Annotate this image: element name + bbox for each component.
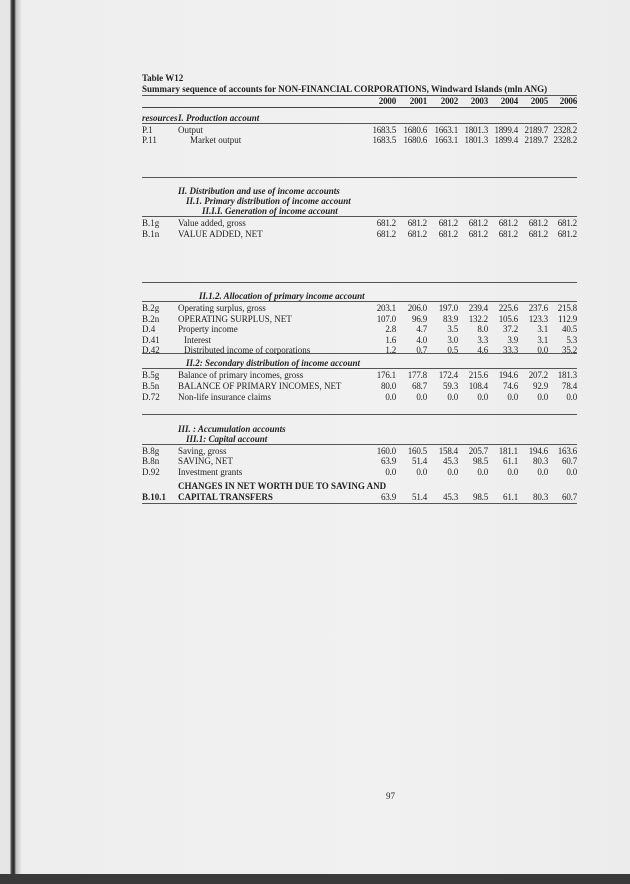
cell-value: 61.1 [503, 456, 518, 466]
cell-value: 1801.3 [464, 135, 488, 145]
section-heading: II.1.2. Allocation of primary income account [199, 291, 365, 301]
cell-value: 78.4 [562, 381, 577, 391]
cell-value: 0.0 [507, 392, 518, 402]
cell-value: 3.9 [507, 335, 518, 345]
cell-value: 1663.1 [434, 125, 458, 135]
cell-value: 181.1 [498, 446, 518, 456]
cell-value: 60.7 [562, 456, 577, 466]
section-heading: I. Production account [178, 113, 260, 123]
row-label: VALUE ADDED, NET [178, 229, 263, 239]
row-code: B.10.1 [142, 492, 167, 502]
year-header: 2001 [409, 96, 427, 106]
cell-value: 0.0 [385, 467, 396, 477]
cell-value: 132.2 [468, 314, 488, 324]
cell-value: 2189.7 [524, 125, 548, 135]
divider [142, 301, 577, 302]
cell-value: 3.5 [447, 324, 458, 334]
row-label: Market output [190, 135, 242, 145]
cell-value: 0.0 [566, 467, 577, 477]
cell-value: 176.1 [376, 370, 396, 380]
cell-value: 4.0 [416, 335, 427, 345]
cell-value: 74.6 [503, 381, 518, 391]
cell-value: 3.1 [537, 324, 548, 334]
cell-value: 8.0 [477, 324, 488, 334]
divider [142, 107, 577, 108]
row-code: B.8g [142, 446, 160, 456]
cell-value: 681.2 [376, 229, 396, 239]
cell-value: 237.6 [528, 303, 548, 313]
cell-value: 0.0 [507, 467, 518, 477]
divider [142, 216, 577, 217]
row-label: Distributed income of corporations [184, 345, 311, 355]
cell-value: 681.2 [557, 229, 577, 239]
year-header: 2006 [559, 96, 577, 106]
cell-value: 160.5 [407, 446, 427, 456]
year-header: 2004 [500, 96, 518, 106]
cell-value: 0.0 [537, 392, 548, 402]
row-code: B.1n [142, 229, 160, 239]
cell-value: 37.2 [503, 324, 518, 334]
cell-value: 239.4 [468, 303, 488, 313]
cell-value: 681.2 [438, 229, 458, 239]
cell-value: 59.3 [443, 381, 458, 391]
row-code: B.2n [142, 314, 160, 324]
cell-value: 681.2 [528, 218, 548, 228]
divider [142, 444, 577, 445]
section-heading: II.2: Secondary distribution of income account [186, 358, 361, 368]
year-header: 2000 [378, 96, 396, 106]
cell-value: 206.0 [407, 303, 427, 313]
cell-value: 681.2 [557, 218, 577, 228]
cell-value: 96.9 [412, 314, 427, 324]
cell-value: 80.3 [533, 492, 548, 502]
cell-value: 2.8 [385, 324, 396, 334]
cell-value: 681.2 [468, 229, 488, 239]
cell-value: 0.7 [416, 345, 427, 355]
cell-value: 181.3 [557, 370, 577, 380]
cell-value: 1899.4 [494, 135, 518, 145]
row-code: B.5g [142, 370, 160, 380]
row-code: P.11 [142, 135, 157, 145]
row-label: Output [178, 125, 204, 135]
row-code: B.2g [142, 303, 160, 313]
cell-value: 0.0 [477, 392, 488, 402]
cell-value: 203.1 [376, 303, 396, 313]
divider [142, 368, 577, 369]
year-header: 2003 [470, 96, 488, 106]
year-header: 2005 [530, 96, 548, 106]
cell-value: 63.9 [381, 456, 396, 466]
cell-value: 1801.3 [464, 125, 488, 135]
cell-value: 3.0 [447, 335, 458, 345]
cell-value: 197.0 [438, 303, 458, 313]
divider [142, 177, 577, 178]
cell-value: 2328.2 [553, 135, 577, 145]
row-label: Investment grants [178, 467, 243, 477]
row-code: B.1g [142, 218, 160, 228]
cell-value: 205.7 [468, 446, 488, 456]
row-label: CAPITAL TRANSFERS [178, 492, 273, 502]
table-title: Summary sequence of accounts for NON-FINANCIAL CORPORATIONS, Windward Islands (mln ANG) [142, 84, 548, 94]
row-label: Value added, gross [178, 218, 246, 228]
cell-value: 123.3 [528, 314, 548, 324]
cell-value: 2189.7 [524, 135, 548, 145]
cell-value: 1680.6 [403, 135, 427, 145]
section-heading: II.1. Primary distribution of income account [186, 196, 351, 206]
cell-value: 0.0 [566, 392, 577, 402]
cell-value: 160.0 [376, 446, 396, 456]
cell-value: 1683.5 [372, 125, 396, 135]
row-label: SAVING, NET [178, 456, 233, 466]
cell-value: 51.4 [412, 492, 427, 502]
cell-value: 225.6 [498, 303, 518, 313]
row-code: D.41 [142, 335, 160, 345]
divider [142, 123, 577, 124]
row-code: P.1 [142, 125, 153, 135]
row-label: BALANCE OF PRIMARY INCOMES, NET [178, 381, 342, 391]
divider [142, 414, 577, 415]
cell-value: 63.9 [381, 492, 396, 502]
cell-value: 107.0 [376, 314, 396, 324]
cell-value: 1663.1 [434, 135, 458, 145]
page-number: 97 [386, 791, 395, 801]
divider [142, 503, 577, 504]
cell-value: 0.0 [537, 467, 548, 477]
cell-value: 681.2 [498, 229, 518, 239]
cell-value: 80.0 [381, 381, 396, 391]
cell-value: 0.0 [537, 345, 548, 355]
cell-value: 177.8 [407, 370, 427, 380]
cell-value: 194.6 [498, 370, 518, 380]
section-heading: III. : Accumulation accounts [178, 424, 286, 434]
cell-value: 207.2 [528, 370, 548, 380]
cell-value: 83.9 [443, 314, 458, 324]
cell-value: 1.2 [385, 345, 396, 355]
cell-value: 92.9 [533, 381, 548, 391]
cell-value: 0.0 [447, 392, 458, 402]
cell-value: 1683.5 [372, 135, 396, 145]
row-label: OPERATING SURPLUS, NET [178, 314, 292, 324]
cell-value: 33.3 [503, 345, 518, 355]
row-code: B.5n [142, 381, 160, 391]
divider [142, 282, 577, 283]
section-heading: II. Distribution and use of income accounts [178, 186, 340, 196]
cell-value: 98.5 [473, 492, 488, 502]
cell-value: 3.3 [477, 335, 488, 345]
row-code: D.42 [142, 345, 160, 355]
cell-value: 1680.6 [403, 125, 427, 135]
section-heading: II.I.I. Generation of income account [202, 206, 338, 216]
cell-value: 2328.2 [553, 125, 577, 135]
cell-value: 158.4 [438, 446, 458, 456]
cell-value: 0.5 [447, 345, 458, 355]
section-heading: III.1: Capital account [186, 434, 268, 444]
cell-value: 194.6 [528, 446, 548, 456]
cell-value: 681.2 [407, 229, 427, 239]
year-header: 2002 [440, 96, 458, 106]
cell-value: 61.1 [503, 492, 518, 502]
cell-value: 1.6 [385, 335, 396, 345]
table-id: Table W12 [142, 73, 184, 83]
row-code: D.72 [142, 392, 160, 402]
row-label: Saving, gross [178, 446, 227, 456]
cell-value: 681.2 [407, 218, 427, 228]
cell-value: 80.3 [533, 456, 548, 466]
cell-value: 3.1 [537, 335, 548, 345]
cell-value: 0.0 [447, 467, 458, 477]
row-label: Non-life insurance claims [178, 392, 271, 402]
cell-value: 4.7 [416, 324, 427, 334]
cell-value: 108.4 [468, 381, 488, 391]
row-code: D.92 [142, 467, 160, 477]
cell-value: 5.3 [566, 335, 577, 345]
cell-value: 112.9 [558, 314, 577, 324]
cell-value: 681.2 [528, 229, 548, 239]
cell-value: 51.4 [412, 456, 427, 466]
cell-value: 0.0 [477, 467, 488, 477]
cell-value: 68.7 [412, 381, 427, 391]
cell-value: 681.2 [438, 218, 458, 228]
cell-value: 45.3 [443, 492, 458, 502]
cell-value: 105.6 [498, 314, 518, 324]
row-code: D.4 [142, 324, 156, 334]
cell-value: 681.2 [376, 218, 396, 228]
cell-value: 40.5 [562, 324, 577, 334]
row-label: Interest [184, 335, 211, 345]
cell-value: 1899.4 [494, 125, 518, 135]
cell-value: 0.0 [385, 392, 396, 402]
cell-value: 0.0 [416, 392, 427, 402]
cell-value: 60.7 [562, 492, 577, 502]
cell-value: 172.4 [438, 370, 458, 380]
cell-value: 45.3 [443, 456, 458, 466]
cell-value: 215.6 [468, 370, 488, 380]
resources-label: resources [142, 113, 178, 123]
cell-value: 98.5 [473, 456, 488, 466]
cell-value: 681.2 [468, 218, 488, 228]
cell-value: 4.6 [477, 345, 488, 355]
cell-value: 0.0 [416, 467, 427, 477]
row-label-line1: CHANGES IN NET WORTH DUE TO SAVING AND [178, 481, 387, 491]
cell-value: 681.2 [498, 218, 518, 228]
row-code: B.8n [142, 456, 160, 466]
row-label: Property income [178, 324, 238, 334]
cell-value: 35.2 [562, 345, 577, 355]
cell-value: 215.8 [557, 303, 577, 313]
cell-value: 163.6 [557, 446, 577, 456]
row-label: Operating surplus, gross [178, 303, 266, 313]
row-label: Balance of primary incomes, gross [178, 370, 304, 380]
